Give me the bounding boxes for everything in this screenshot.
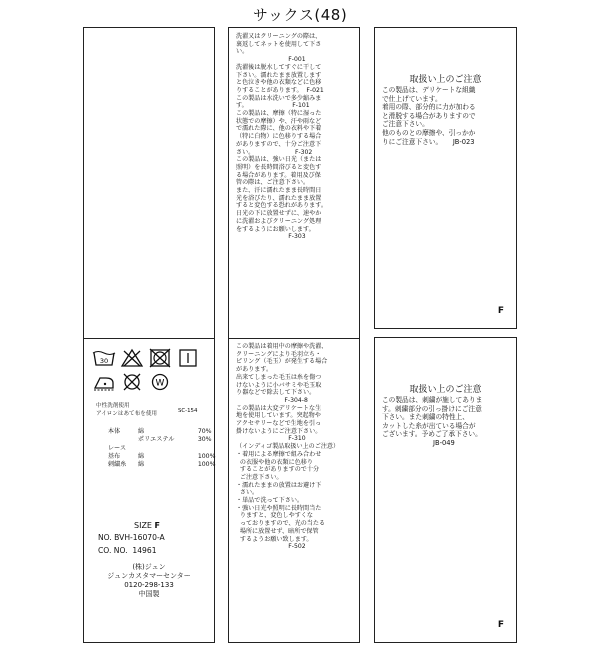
phone-number: 0120-298-133	[124, 581, 174, 589]
caution-label-embroidery	[374, 337, 517, 643]
composition-label	[83, 27, 215, 643]
care-symbols-row-1	[92, 348, 200, 368]
care-note-detergent: 中性洗剤使用	[96, 403, 130, 409]
co-number: CO. NO. 14961	[98, 546, 157, 555]
care-text-label	[228, 27, 360, 643]
company-name: (株)ジュン	[132, 563, 166, 571]
caution-label-delicate	[374, 27, 517, 329]
item-number: NO. BVH-16070-A	[98, 533, 165, 542]
fold-line	[229, 338, 359, 339]
composition-row: ポリエステル 30%	[137, 436, 212, 443]
fold-line	[84, 338, 214, 339]
size-mark: F	[497, 306, 504, 316]
caution-heading: 取扱い上のご注意	[409, 75, 482, 85]
page-title: サックス(48)	[252, 6, 348, 24]
care-symbols-row-2	[92, 372, 172, 392]
caution-text: この製品は、刺繍が施してありま す。刺繍部分の引っ掛けにご注意 下さい。また刺繍の特性上、 カットした糸が出ている場合が ございます。予めご了承下さい。 JB-049	[382, 396, 483, 447]
caution-text: この製品は、デリケートな組織 で仕上げています。 着用の際、部分的に力が加わる と滑脱する場合がありますので ご注意下さい。 他のものとの摩擦や、引っかか りにご注意下さい。 JB-023	[382, 86, 476, 146]
svg-text:30: 30	[99, 357, 109, 365]
sc-code: SC-154	[178, 408, 198, 414]
care-text-upper: 洗濯又はクリーニングの際は、 裏返してネットを使用して下さ い。 F-001 洗濯後は脱水してすぐに干して 下さい。濡れたまま放置します と色泣きや他の衣類などに色移 りすることがあります。 F-021 この製品は水洗いで多少縮みま す。 F-101 この製品は、摩擦（特に湿った 状態での摩擦）や、汗や雨など で濡れた際に、他の衣料や下着 （特に白物）に色移りする場合 がありますので、十分ご注意下 さい。 F-302 この製品は、強い日光（または 照明）を長時間浴びると変色す る場合があります。着用及び保 管の際は、ご注意下さい。 また、汗に濡れたまま長時間日 光を浴びたり、濡れたまま放置 すると変色する恐れがあります。 日光の下に放置せずに、速やか に洗濯およびクリーニング処理 をするようにお願いします。 F-303	[236, 33, 327, 241]
line-dry-icon	[176, 348, 200, 368]
composition-row: レース	[107, 445, 127, 452]
svg-text:W: W	[155, 378, 165, 389]
care-note-iron: アイロンはあて布を使用	[96, 411, 158, 417]
wet-clean-icon	[148, 372, 172, 392]
customer-center: ジュンカスタマーセンター	[107, 572, 191, 580]
care-text-lower: この製品は着用中の摩擦や洗濯、 クリーニングにより毛羽立ち・ ピリング（毛玉）が発生する場合 があります。 出来てしまった毛玉は糸を傷つ けないように小バサミや毛玉取 り器などで除去して下さい。 F-304-8 この製品は大変デリケートな生 地を使用しています。突起物や アクセサリーなどで生地を引っ 掛けないようにご注意下さい。 F-310 （インディゴ製品取扱い上のご注意） ・着用による摩擦で組み合わせ の衣服や他の衣類に色移り することがありますので十分 ご注意下さい。 ・濡れたままの放置はお避け下 さい。 ・単品で洗って下さい。 ・強い日光や照明に長時間当た りますと、変色しやすくな っておりますので、光の当たる 場所に放置せず、暗所で保管 するようお願い致します。 F-502	[236, 343, 340, 551]
size-mark: F	[497, 620, 504, 630]
composition-row: 刺繍糸 綿 100%	[107, 461, 216, 468]
composition-row: 本体 綿 70%	[107, 428, 212, 435]
country-of-origin: 中国製	[138, 590, 160, 598]
composition-row: 基布 綿 100%	[107, 453, 216, 460]
caution-heading: 取扱い上のご注意	[409, 385, 482, 395]
company-block	[84, 563, 214, 599]
wash-30-icon	[92, 348, 116, 368]
no-dry-clean-icon	[120, 372, 144, 392]
no-bleach-icon	[120, 348, 144, 368]
size-line	[134, 521, 160, 530]
size-value: F	[154, 521, 160, 530]
size-label: SIZE	[134, 521, 152, 530]
iron-low-icon	[92, 372, 116, 392]
no-tumble-dry-icon	[148, 348, 172, 368]
